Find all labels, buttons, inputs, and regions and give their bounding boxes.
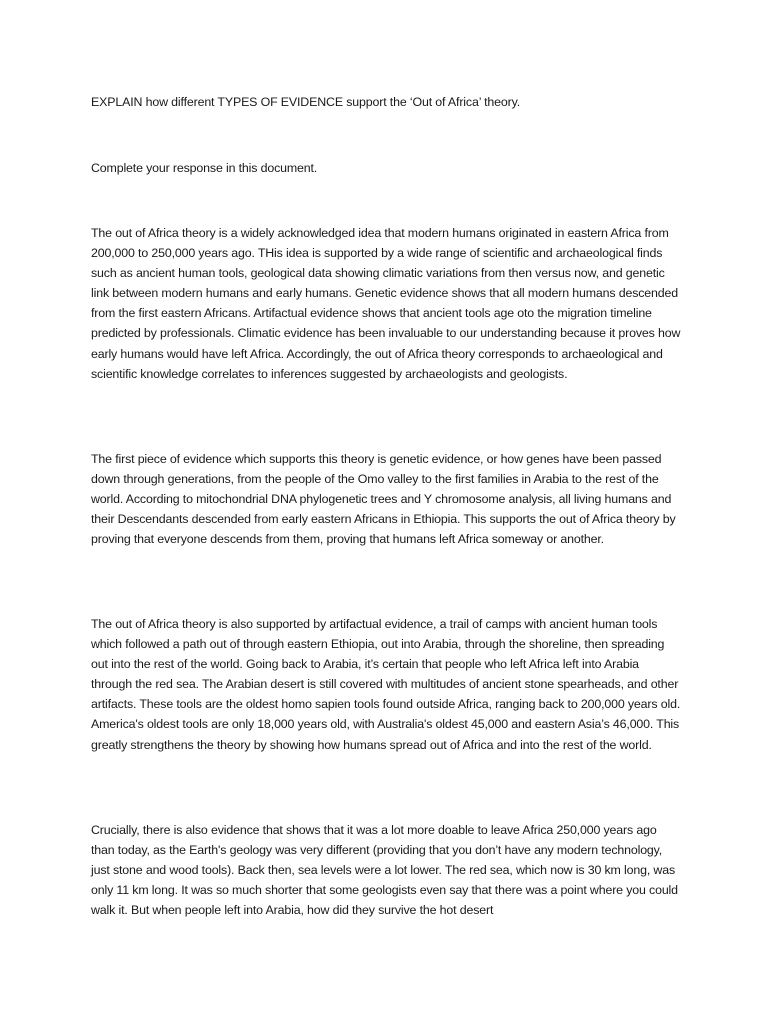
paragraph-artifactual-evidence: The out of Africa theory is also supported by artifactual evidence, a trail of camps with ancient human tools which followed a path out of through eastern Ethiopia, out into Arabia, through the shoreline, then spreading out into the rest of the world. Going back to Arabia, it’s certain that people who left Africa left into Arabia through the red sea. The Arabian desert is still covered with multitudes of ancient stone spearheads, and other artifacts. These tools are the oldest homo sapien tools found outside Africa, ranging back to 200,000 years old. America's oldest tools are only 18,000 years old, with Australia's oldest 45,000 and eastern Asia’s 46,000. This greatly strengthens the theory by showing how humans spread out of Africa and into the rest of the world. — [91, 617, 681, 752]
paragraph-genetic-evidence: The first piece of evidence which supports this theory is genetic evidence, or how genes have been passed down through generations, from the people of the Omo valley to the first families in Arabia to the rest of the world. According to mitochondrial DNA phylogenetic trees and Y chromosome analysis, all living humans and their Descendants descended from early eastern Africans in Ethiopia. This supports the out of Africa theory by proving that everyone descends from them, proving that humans left Africa someway or another. — [91, 452, 676, 547]
assignment-instruction: Complete your response in this document. — [91, 161, 318, 175]
assignment-prompt: EXPLAIN how different TYPES OF EVIDENCE support the ‘Out of Africa’ theory. — [91, 95, 521, 109]
paragraph-introduction: The out of Africa theory is a widely acknowledged idea that modern humans originated in eastern Africa from 200,000 to 250,000 years ago. THis idea is supported by a wide range of scientific and archaeological finds such as ancient human tools, geological data showing climatic variations from then versus now, and genetic link between modern humans and early humans. Genetic evidence shows that all modern humans descended from the first eastern Africans. Artifactual evidence shows that ancient tools age oto the migration timeline predicted by professionals. Climatic evidence has been invaluable to our understanding because it proves how early humans would have left Africa. Accordingly, the out of Africa theory corresponds to archaeological and scientific knowledge correlates to inferences suggested by archaeologists and geologists. — [91, 226, 681, 381]
paragraph-geological-evidence: Crucially, there is also evidence that shows that it was a lot more doable to leave Africa 250,000 years ago than today, as the Earth's geology was very different (providing that you don’t have any modern technology, just stone and wood tools). Back then, sea levels were a lot lower. The red sea, which now is 30 km long, was only 11 km long. It was so much shorter that some geologists even say that there was a point where you could walk it. But when people left into Arabia, how did they survive the hot desert — [91, 823, 678, 918]
